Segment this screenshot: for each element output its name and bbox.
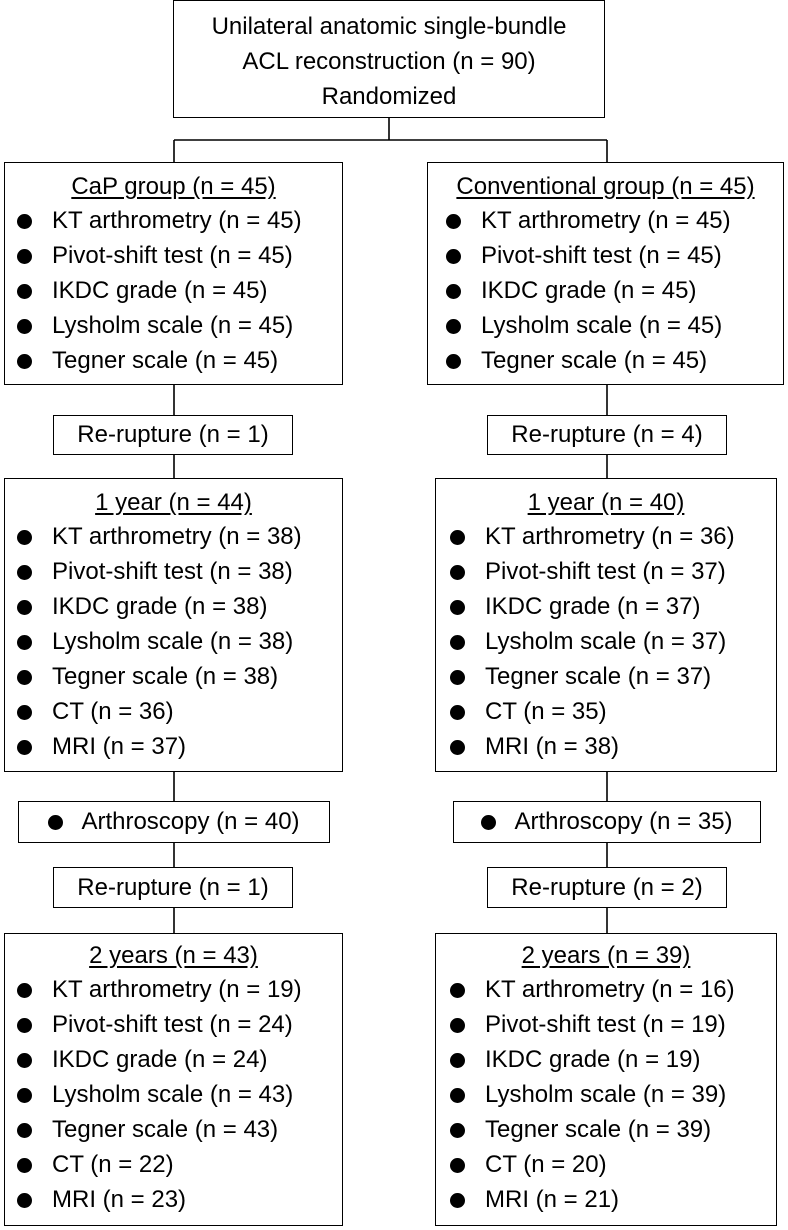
cap-baseline-item: Lysholm scale (n = 45) bbox=[17, 312, 293, 340]
conventional-year1-item: Pivot-shift test (n = 37) bbox=[450, 558, 726, 586]
cap-baseline-item: KT arthrometry (n = 45) bbox=[17, 207, 302, 235]
cap-year2-item: Tegner scale (n = 43) bbox=[17, 1116, 278, 1144]
cap-year1-item: KT arthrometry (n = 38) bbox=[17, 523, 302, 551]
bullet-icon bbox=[17, 284, 32, 299]
bullet-icon bbox=[450, 1088, 465, 1103]
conventional-arthroscopy-box bbox=[453, 801, 761, 843]
cap-rerupture-2-label: Re-rupture (n = 1) bbox=[77, 873, 269, 901]
bullet-icon bbox=[17, 635, 32, 650]
top-line-3: Randomized bbox=[321, 83, 457, 110]
conventional-year1-box bbox=[435, 478, 777, 772]
bullet-icon bbox=[17, 740, 32, 755]
conventional-year2-item: MRI (n = 21) bbox=[450, 1186, 619, 1214]
conventional-baseline-title: Conventional group (n = 45) bbox=[456, 173, 755, 200]
cap-rerupture-2-box bbox=[53, 867, 293, 908]
cap-arthroscopy-label: Arthroscopy (n = 40) bbox=[81, 808, 300, 835]
cap-arthroscopy-box bbox=[18, 801, 330, 843]
conventional-baseline-box bbox=[427, 162, 784, 385]
bullet-icon bbox=[450, 1018, 465, 1033]
bullet-icon bbox=[450, 1123, 465, 1138]
conventional-rerupture-1-label: Re-rupture (n = 4) bbox=[511, 421, 703, 448]
bullet-icon bbox=[450, 705, 465, 720]
bullet-icon bbox=[450, 670, 465, 685]
bullet-icon bbox=[450, 530, 465, 545]
cap-year2-item: KT arthrometry (n = 19) bbox=[17, 976, 302, 1004]
bullet-icon bbox=[17, 983, 32, 998]
bullet-icon bbox=[17, 354, 32, 369]
conventional-year1-item: Lysholm scale (n = 37) bbox=[450, 628, 726, 656]
conventional-year1-title: 1 year (n = 40) bbox=[527, 489, 685, 516]
randomization-box bbox=[173, 0, 605, 118]
conventional-baseline-item: IKDC grade (n = 45) bbox=[446, 277, 696, 305]
bullet-icon bbox=[450, 635, 465, 650]
conventional-year2-item: Tegner scale (n = 39) bbox=[450, 1116, 711, 1144]
cap-rerupture-1-label: Re-rupture (n = 1) bbox=[77, 421, 269, 448]
conventional-rerupture-2-label: Re-rupture (n = 2) bbox=[511, 873, 703, 901]
cap-rerupture-1-box bbox=[53, 415, 293, 455]
bullet-icon bbox=[450, 1158, 465, 1173]
bullet-icon bbox=[17, 1123, 32, 1138]
cap-year2-box bbox=[4, 933, 343, 1226]
conventional-year1-item: MRI (n = 38) bbox=[450, 733, 619, 761]
bullet-icon bbox=[446, 319, 461, 334]
bullet-icon bbox=[48, 815, 63, 830]
bullet-icon bbox=[450, 600, 465, 615]
bullet-icon bbox=[17, 1018, 32, 1033]
conventional-year1-item: IKDC grade (n = 37) bbox=[450, 593, 700, 621]
bullet-icon bbox=[17, 670, 32, 685]
cap-year1-title: 1 year (n = 44) bbox=[95, 489, 252, 516]
cap-year1-item: CT (n = 36) bbox=[17, 698, 174, 726]
cap-year1-item: IKDC grade (n = 38) bbox=[17, 593, 267, 621]
cap-baseline-item: IKDC grade (n = 45) bbox=[17, 277, 267, 305]
conventional-year1-item: Tegner scale (n = 37) bbox=[450, 663, 711, 691]
bullet-icon bbox=[17, 1158, 32, 1173]
cap-year2-title: 2 years (n = 43) bbox=[89, 942, 258, 969]
bullet-icon bbox=[17, 705, 32, 720]
conventional-year1-item: KT arthrometry (n = 36) bbox=[450, 523, 735, 551]
bullet-icon bbox=[17, 600, 32, 615]
cap-year1-item: Pivot-shift test (n = 38) bbox=[17, 558, 293, 586]
bullet-icon bbox=[17, 249, 32, 264]
top-line-2: ACL reconstruction (n = 90) bbox=[242, 48, 536, 75]
conventional-rerupture-2-box bbox=[487, 867, 727, 908]
conventional-year2-item: Pivot-shift test (n = 19) bbox=[450, 1011, 726, 1039]
bullet-icon bbox=[17, 1193, 32, 1208]
bullet-icon bbox=[450, 565, 465, 580]
bullet-icon bbox=[17, 1088, 32, 1103]
bullet-icon bbox=[450, 1193, 465, 1208]
bullet-icon bbox=[17, 319, 32, 334]
conventional-year2-item: KT arthrometry (n = 16) bbox=[450, 976, 735, 1004]
bullet-icon bbox=[446, 354, 461, 369]
conventional-year2-item: Lysholm scale (n = 39) bbox=[450, 1081, 726, 1109]
bullet-icon bbox=[450, 1053, 465, 1068]
cap-year2-item: Lysholm scale (n = 43) bbox=[17, 1081, 293, 1109]
conventional-baseline-item: Tegner scale (n = 45) bbox=[446, 347, 707, 375]
conventional-year1-item: CT (n = 35) bbox=[450, 698, 607, 726]
bullet-icon bbox=[446, 284, 461, 299]
cap-baseline-item: Pivot-shift test (n = 45) bbox=[17, 242, 293, 270]
bullet-icon bbox=[17, 530, 32, 545]
conventional-arthroscopy-label: Arthroscopy (n = 35) bbox=[514, 808, 733, 835]
conventional-baseline-item: Pivot-shift test (n = 45) bbox=[446, 242, 722, 270]
cap-year2-item: MRI (n = 23) bbox=[17, 1186, 186, 1214]
bullet-icon bbox=[446, 214, 461, 229]
conventional-year2-item: IKDC grade (n = 19) bbox=[450, 1046, 700, 1074]
bullet-icon bbox=[17, 565, 32, 580]
top-line-1: Unilateral anatomic single-bundle bbox=[211, 13, 567, 40]
bullet-icon bbox=[17, 1053, 32, 1068]
bullet-icon bbox=[450, 740, 465, 755]
cap-year1-item: MRI (n = 37) bbox=[17, 733, 186, 761]
cap-year2-item: CT (n = 22) bbox=[17, 1151, 174, 1179]
cap-year1-box bbox=[4, 478, 343, 772]
conventional-rerupture-1-box bbox=[487, 415, 727, 455]
conventional-year2-item: CT (n = 20) bbox=[450, 1151, 607, 1179]
bullet-icon bbox=[450, 983, 465, 998]
bullet-icon bbox=[17, 214, 32, 229]
conventional-baseline-item: KT arthrometry (n = 45) bbox=[446, 207, 731, 235]
cap-year1-item: Tegner scale (n = 38) bbox=[17, 663, 278, 691]
cap-year2-item: IKDC grade (n = 24) bbox=[17, 1046, 267, 1074]
cap-baseline-box bbox=[4, 162, 343, 385]
bullet-icon bbox=[446, 249, 461, 264]
conventional-baseline-item: Lysholm scale (n = 45) bbox=[446, 312, 722, 340]
cap-baseline-title: CaP group (n = 45) bbox=[71, 173, 276, 200]
cap-year1-item: Lysholm scale (n = 38) bbox=[17, 628, 293, 656]
conventional-year2-box bbox=[435, 933, 777, 1226]
conventional-year2-title: 2 years (n = 39) bbox=[521, 942, 691, 969]
bullet-icon bbox=[481, 815, 496, 830]
cap-year2-item: Pivot-shift test (n = 24) bbox=[17, 1011, 293, 1039]
cap-baseline-item: Tegner scale (n = 45) bbox=[17, 347, 278, 375]
